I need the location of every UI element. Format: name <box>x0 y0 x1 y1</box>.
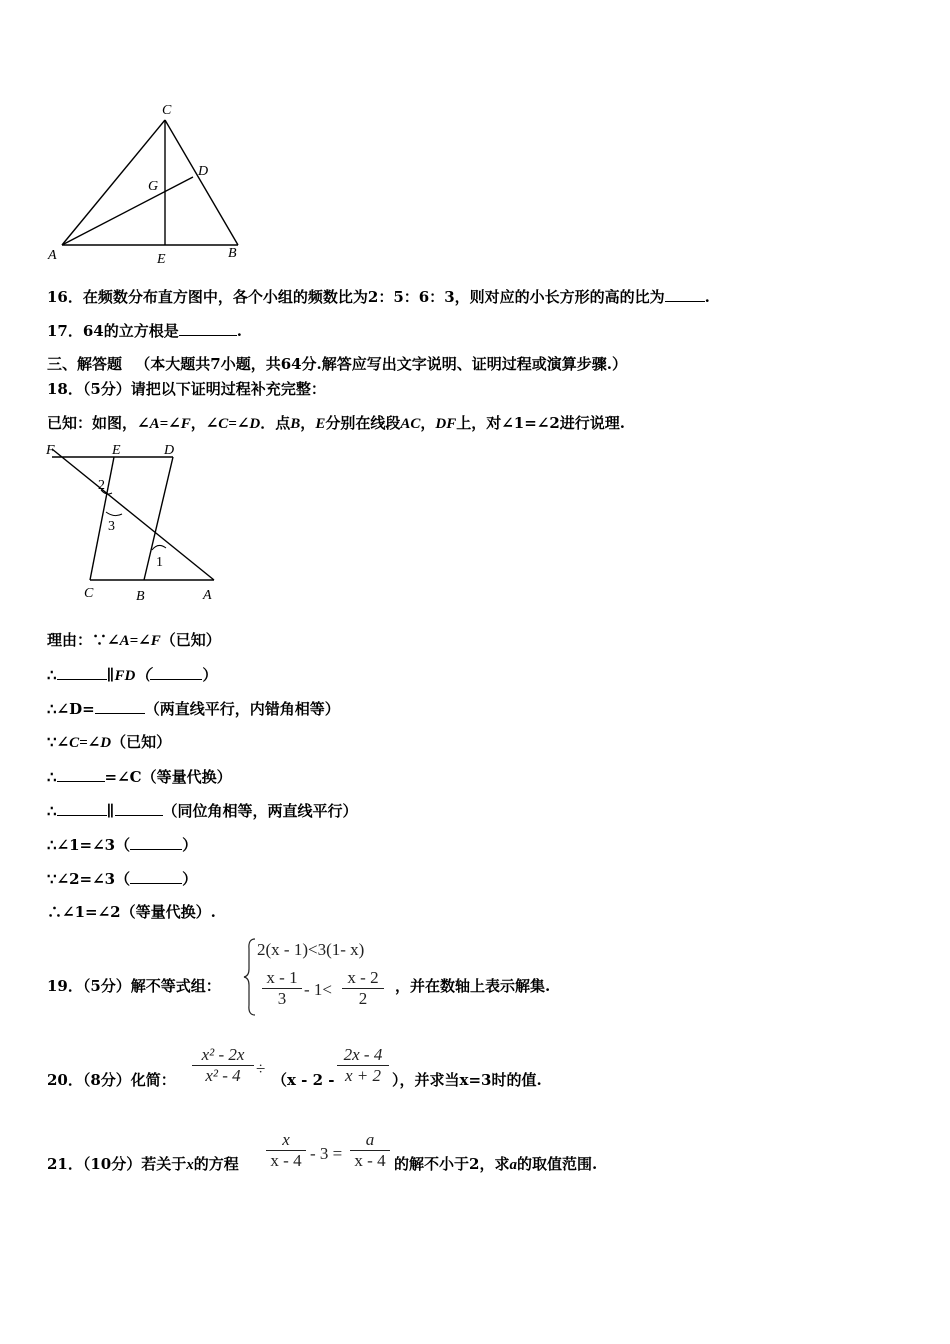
q19-f1-num: x - 1 <box>266 968 298 987</box>
q19-inequality-1: 2(x - 1)<3(1- x) <box>257 940 365 959</box>
segment-cb <box>165 120 238 245</box>
q21-f1-num: x <box>282 1130 290 1149</box>
given-a: 已知：如图， <box>47 414 138 432</box>
parallel-lines-figure <box>40 440 230 605</box>
given-m: 上，对∠1=∠2进行说理. <box>456 414 626 432</box>
given-j: AC <box>400 416 421 432</box>
q19-fraction-2 <box>342 968 384 1009</box>
q19-f2-num: x - 2 <box>347 968 379 987</box>
q16-answer-blank[interactable] <box>665 287 705 302</box>
step5-blank[interactable] <box>57 767 105 782</box>
given-h: E <box>315 416 326 432</box>
step6-blank-1[interactable] <box>57 801 107 816</box>
proof-step-4 <box>47 733 171 752</box>
given-i: 分别在线段 <box>325 414 401 432</box>
q17-text: 17．64的立方根是 <box>47 322 179 340</box>
given-f: B <box>290 416 301 432</box>
q21-eq: - 3 = <box>310 1144 343 1163</box>
proof-step-5 <box>47 767 232 786</box>
q21-prefix-text: 21．（10分）若关于 <box>47 1155 187 1173</box>
angle-1-arc <box>152 545 166 550</box>
q17-suffix: . <box>236 322 242 340</box>
q20-f1-den: x² - 4 <box>205 1066 241 1085</box>
section-note: （本大题共7小题，共64分.解答应写出文字说明、证明过程或演算步骤.） <box>135 355 628 373</box>
label-e: E <box>157 252 166 267</box>
q20-divide: ÷ <box>256 1059 266 1078</box>
label-c: C <box>84 586 94 601</box>
given-c: ， <box>190 414 206 432</box>
question-16 <box>47 287 710 306</box>
q20-fraction-2 <box>337 1045 389 1086</box>
q21-f1-den: x - 4 <box>270 1151 302 1170</box>
q21-f2-den: x - 4 <box>354 1151 386 1170</box>
question-20-prefix: 20．（8分）化简： <box>47 1071 176 1089</box>
step3-b: （两直线平行，内错角相等） <box>144 700 340 718</box>
step4-a: ∵ <box>47 733 57 751</box>
step8-b: ） <box>182 870 198 888</box>
step2-a: ∴ <box>47 666 57 684</box>
step2-c: ） <box>202 666 218 684</box>
proof-step-1 <box>47 631 221 650</box>
triangle-figure <box>40 95 255 270</box>
question-18-given <box>47 414 625 433</box>
q20-paren-text: （x - 2 - <box>272 1071 335 1089</box>
q21-f2-num: a <box>365 1130 375 1149</box>
q20-f2-den: x + 2 <box>344 1066 382 1085</box>
question-21-prefix <box>47 1155 239 1174</box>
label-c: C <box>162 103 172 118</box>
q21-suffix-var: a <box>509 1157 517 1173</box>
step7-b: ） <box>182 836 198 854</box>
step6-c: （同位角相等，两直线平行） <box>162 802 358 820</box>
q19-f1-den: 3 <box>277 989 287 1008</box>
question-17 <box>47 321 242 340</box>
question-20-suffix: ），并求当x=3时的值. <box>392 1071 542 1089</box>
section-title: 三、解答题 <box>47 355 123 373</box>
label-d: D <box>164 443 175 458</box>
step6-a: ∴ <box>47 802 57 820</box>
q21-fraction-1 <box>266 1130 306 1171</box>
step3-blank[interactable] <box>95 699 145 714</box>
q19-inequality-2 <box>262 968 392 1018</box>
given-l: DF <box>435 416 457 432</box>
q21-equation <box>266 1130 396 1185</box>
label-e: E <box>112 443 121 458</box>
q16-text: 16．在频数分布直方图中，各个小组的频数比为2：5：6：3，则对应的小长方形的高的比为 <box>47 288 665 306</box>
label-b: B <box>228 246 237 261</box>
proof-step-3 <box>47 699 340 718</box>
step1-a: 理由：∵ <box>47 631 108 649</box>
given-b: ∠A=∠F <box>137 416 191 432</box>
q21-suffix-a: 的解不小于2，求 <box>394 1155 510 1173</box>
step1-c: （已知） <box>160 631 221 649</box>
step3-a: ∴∠D= <box>47 700 95 718</box>
given-g: ， <box>300 414 316 432</box>
step5-b: =∠C（等量代换） <box>104 768 232 786</box>
step7-blank[interactable] <box>130 835 182 850</box>
label-b: B <box>136 589 145 604</box>
given-e: ．点 <box>260 414 291 432</box>
question-18-intro: 18．（5分）请把以下证明过程补充完整： <box>47 380 326 398</box>
system-brace <box>243 937 257 1017</box>
step8-a: ∵∠2=∠3（ <box>47 870 131 888</box>
q21-mid-text: 的方程 <box>193 1155 239 1173</box>
q20-fraction-2-box <box>337 1045 392 1100</box>
step1-b: ∠A=∠F <box>107 633 161 649</box>
proof-step-7 <box>47 835 197 854</box>
segment-fa <box>52 449 214 580</box>
q19-mid: - 1< <box>304 980 332 999</box>
proof-step-8 <box>47 869 197 888</box>
q17-answer-blank[interactable] <box>179 321 237 336</box>
step6-b: ∥ <box>106 802 115 820</box>
label-2: 2 <box>98 478 105 493</box>
label-1: 1 <box>156 555 163 570</box>
q21-var: x <box>186 1157 194 1173</box>
step8-blank[interactable] <box>130 869 182 884</box>
angle-3-arc <box>106 512 122 516</box>
q21-suffix-b: 的取值范围. <box>516 1155 598 1173</box>
step4-b: ∠C=∠D <box>56 735 112 751</box>
q19-f2-den: 2 <box>358 989 368 1008</box>
given-d: ∠C=∠D <box>205 416 261 432</box>
proof-step-2 <box>47 665 217 685</box>
q16-suffix: . <box>704 288 710 306</box>
step6-blank-2[interactable] <box>115 801 163 816</box>
label-a: A <box>48 248 57 263</box>
step7-a: ∴∠1=∠3（ <box>47 836 131 854</box>
proof-step-6 <box>47 801 358 820</box>
q21-fraction-2 <box>350 1130 390 1171</box>
step5-a: ∴ <box>47 768 57 786</box>
given-k: ， <box>420 414 436 432</box>
question-19-suffix: ，并在数轴上表示解集. <box>395 977 551 995</box>
label-g: G <box>148 179 159 194</box>
label-f: F <box>46 443 55 458</box>
proof-step-9 <box>47 903 216 921</box>
step2-blank-2[interactable] <box>150 665 202 680</box>
q19-fraction-1 <box>262 968 302 1009</box>
label-d: D <box>198 164 209 179</box>
step2-blank-1[interactable] <box>57 665 107 680</box>
step2-b: ∥FD（ <box>106 668 151 684</box>
q20-f1-num: x² - 2x <box>201 1045 245 1064</box>
step4-c: （已知） <box>111 733 172 751</box>
label-3: 3 <box>108 519 115 534</box>
question-21-suffix <box>394 1155 597 1174</box>
q20-fraction-1 <box>192 1045 254 1086</box>
question-19-prefix: 19．（5分）解不等式组： <box>47 977 221 995</box>
q20-paren-open <box>272 1071 335 1089</box>
segment-ad <box>62 177 193 245</box>
label-a: A <box>203 588 212 603</box>
q20-f2-num: 2x - 4 <box>343 1045 383 1064</box>
section-heading <box>47 355 627 373</box>
step9-a: ∴∠1=∠2（等量代换）. <box>47 903 216 921</box>
